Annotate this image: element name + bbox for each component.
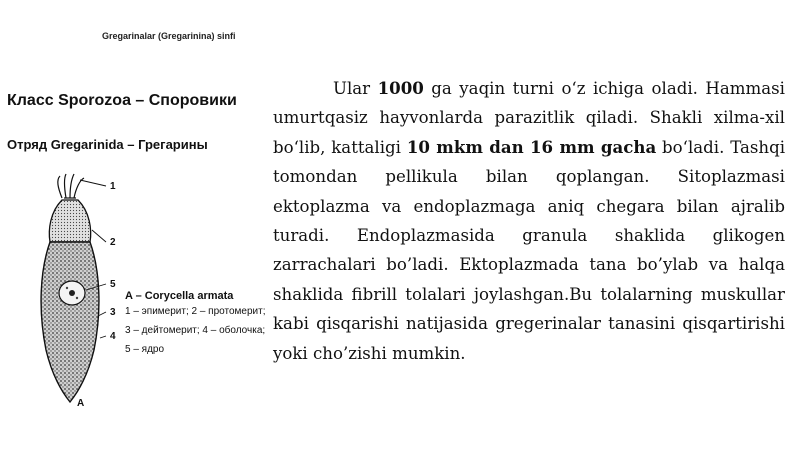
text-segment: Ular [333,79,378,98]
text-segment: bo‘ladi. Tashqi tomondan pellikula bilan qoplangan. Sitoplazmasi ektoplazma va endoplazmaga aniq chegara bilan ajralib turadi. Endoplazmasida granula shaklida glikogen zarrachalari bo’ladi. Ektoplazmada tana bo’ylab va halqa shaklida fibrill tolalari joylashgan.Bu tolalarning muskullar kabi qisqarishi natijasida gregerinalar tanasini qisqartirishi yoki cho’zishi mumkin. [273,137,785,363]
legend-line-2: 3 – дейтомерит; 4 – оболочка; [125,325,266,336]
label-5: 5 [110,279,116,290]
text-segment: ga yaqin turni o‘z ichiga oladi. Hammasi umurtqasiz hayvonlarda parazitlik qiladi. Shakli xilma-xil bo‘lib, kattaligi [273,79,785,157]
class-title: Класс Sporozoa – Споровики [7,92,237,109]
main-paragraph [273,74,785,368]
slide-header: Gregarinalar (Gregarinina) sinfi [102,31,236,41]
species-count: 1000 [377,78,424,98]
epimerite [58,174,84,198]
label-2: 2 [110,237,116,248]
order-title: Отряд Gregarinida – Грегарины [7,137,208,152]
label-4: 4 [110,331,116,342]
gregarine-illustration [0,80,270,420]
protomerite [49,200,90,242]
species-name: A – Corycella armata [125,290,234,302]
size-range: 10 mkm dan 16 mm gacha [406,136,657,157]
label-1: 1 [110,181,116,192]
deutomerite [41,242,99,402]
legend-line-1: 1 – эпимерит; 2 – протомерит; [125,306,266,317]
legend-line-3: 5 – ядро [125,344,165,355]
label-a: A [77,398,85,409]
label-3: 3 [110,307,116,318]
